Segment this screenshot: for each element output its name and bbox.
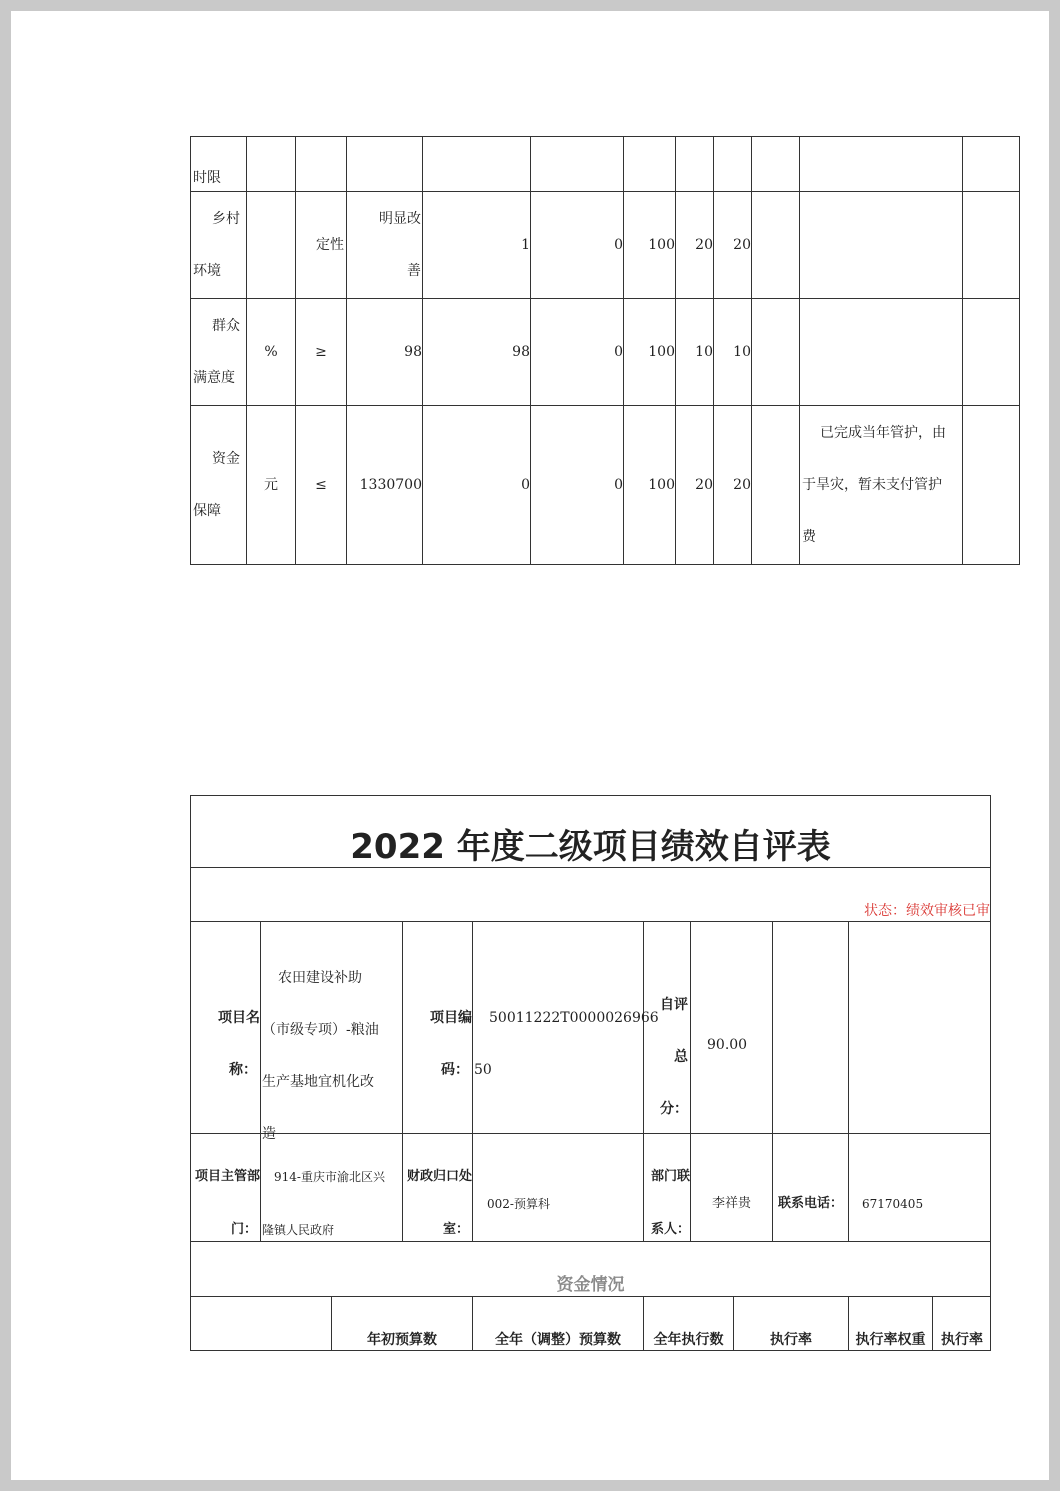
table-row xyxy=(191,406,1020,565)
target-cell: 善 xyxy=(407,263,421,279)
project-name-value xyxy=(262,952,402,1160)
funds-header: 全年执行数 xyxy=(653,1332,724,1348)
table-row xyxy=(191,299,1020,406)
funds-header: 执行率 xyxy=(770,1332,812,1348)
unit-cell: % xyxy=(247,299,296,406)
max-score-cell: 100 xyxy=(624,192,676,299)
score-label-line: 自评 xyxy=(660,997,688,1013)
actual-cell: 0 xyxy=(423,406,531,565)
deviation-cell: 0 xyxy=(531,406,624,565)
max-score-cell: 100 xyxy=(624,299,676,406)
score-cell: 20 xyxy=(714,192,752,299)
score-cell: 20 xyxy=(714,406,752,565)
weight-cell: 20 xyxy=(676,192,714,299)
note-cell xyxy=(800,406,963,565)
funds-header: 执行率 xyxy=(941,1332,983,1348)
contact-value: 李祥贵 xyxy=(711,1196,751,1211)
score-cell: 10 xyxy=(714,299,752,406)
finance-label: 室： xyxy=(442,1222,469,1237)
row-label: 保障 xyxy=(193,503,221,519)
dept-label: 项目主管部 xyxy=(194,1169,260,1184)
document-page xyxy=(11,11,1049,1480)
row-label: 乡村 xyxy=(212,211,240,227)
weight-cell: 20 xyxy=(676,406,714,565)
weight-cell: 10 xyxy=(676,299,714,406)
phone-value: 67170405 xyxy=(862,1197,924,1211)
row-label: 满意度 xyxy=(193,370,235,386)
operator-cell: 定性 xyxy=(296,192,347,299)
note-line: 于旱灾，暂未支付管护 xyxy=(802,477,942,493)
funds-header: 全年（调整）预算数 xyxy=(495,1332,621,1348)
project-code-line: 50 xyxy=(474,1062,492,1078)
contact-label: 系人： xyxy=(650,1222,690,1237)
target-cell: 1330700 xyxy=(347,406,423,565)
finance-value: 002-预算科 xyxy=(487,1197,550,1211)
row-label: 群众 xyxy=(212,318,240,334)
row-label: 时限 xyxy=(193,170,221,186)
target-cell: 98 xyxy=(347,299,423,406)
row-label: 资金 xyxy=(212,451,240,467)
project-name-line: （市级专项）-粮油 xyxy=(262,1022,379,1038)
project-name-label: 称： xyxy=(229,1062,257,1078)
indicator-table xyxy=(190,136,1020,565)
project-name-label: 项目名 xyxy=(218,1010,260,1026)
project-code-label: 码： xyxy=(441,1062,469,1078)
funds-section-title: 资金情况 xyxy=(556,1275,625,1295)
target-cell: 明显改 xyxy=(379,211,421,227)
contact-label: 部门联 xyxy=(650,1169,690,1184)
max-score-cell: 100 xyxy=(624,406,676,565)
table-row xyxy=(191,192,1020,299)
table-row xyxy=(191,137,1020,192)
dept-value-line: 隆镇人民政府 xyxy=(262,1223,335,1237)
dept-value-line: 914-重庆市渝北区兴 xyxy=(274,1170,385,1184)
operator-cell: ≥ xyxy=(296,299,347,406)
deviation-cell: 0 xyxy=(531,192,624,299)
score-label xyxy=(644,979,690,1135)
note-cell xyxy=(800,192,963,299)
score-label-line: 分： xyxy=(660,1101,688,1117)
unit-cell xyxy=(247,192,296,299)
dept-label: 门： xyxy=(230,1222,257,1237)
actual-cell: 1 xyxy=(423,192,531,299)
note-line: 已完成当年管护，由 xyxy=(820,425,946,441)
note-line: 费 xyxy=(802,529,816,545)
phone-label: 联系电话： xyxy=(777,1196,843,1211)
dept-value xyxy=(262,1164,402,1243)
project-code-value xyxy=(474,1005,659,1083)
form-title: 2022 年度二级项目绩效自评表 xyxy=(350,827,831,867)
funds-header: 执行率权重 xyxy=(855,1332,926,1348)
funds-header: 年初预算数 xyxy=(367,1332,437,1348)
actual-cell: 98 xyxy=(423,299,531,406)
operator-cell: ≤ xyxy=(296,406,347,565)
project-name-line: 生产基地宜机化改 xyxy=(262,1074,374,1090)
unit-cell: 元 xyxy=(247,406,296,565)
note-cell xyxy=(800,299,963,406)
score-label-line: 总 xyxy=(674,1049,688,1065)
project-code-label: 项目编 xyxy=(430,1010,472,1026)
deviation-cell: 0 xyxy=(531,299,624,406)
project-code-line: 50011222T0000026966 xyxy=(489,1010,659,1026)
finance-label: 财政归口处 xyxy=(406,1169,472,1184)
row-label: 环境 xyxy=(193,263,221,279)
status-badge: 状态：绩效审核已审 xyxy=(864,903,990,919)
project-name-line: 造 xyxy=(262,1126,276,1142)
score-value: 90.00 xyxy=(707,1037,748,1053)
project-name-line: 农田建设补助 xyxy=(278,970,362,986)
